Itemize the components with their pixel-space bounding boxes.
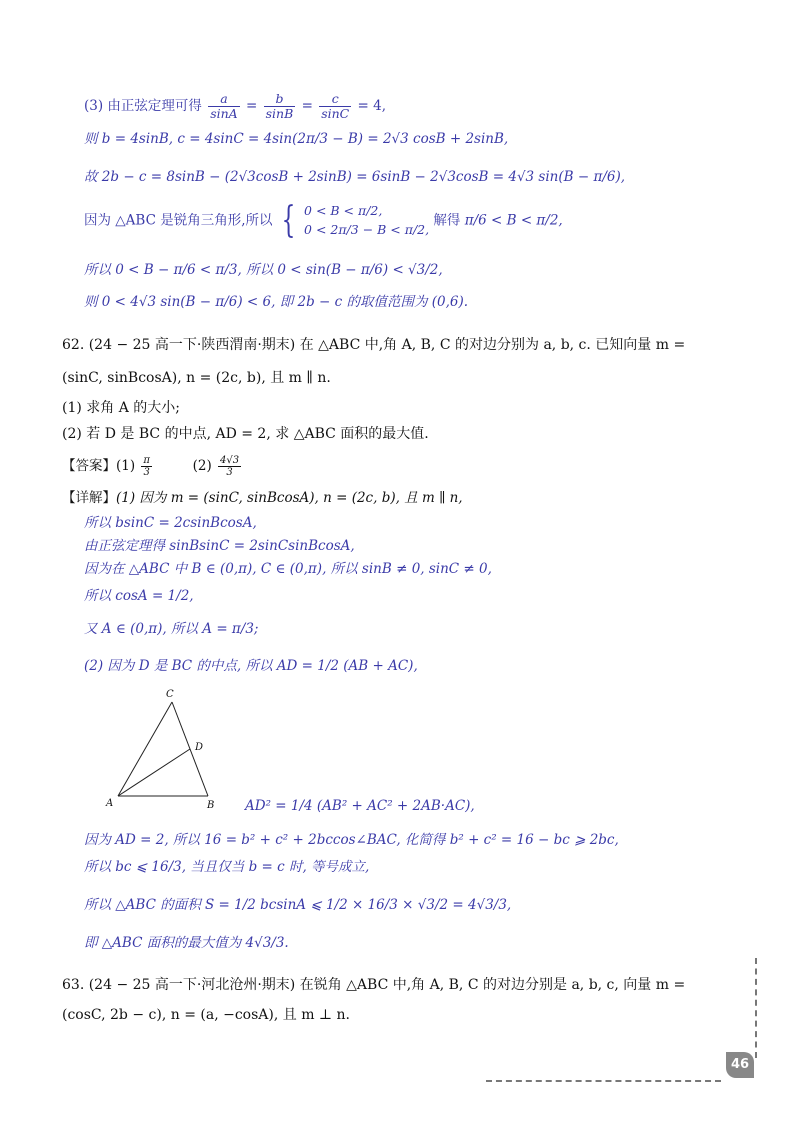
page-border-vertical: [755, 958, 757, 1058]
page-border-horizontal: [486, 1080, 721, 1082]
page-number: 46: [726, 1052, 754, 1078]
q62-detail-line6: 又 A ∈ (0,π), 所以 A = π/3;: [84, 621, 259, 637]
q62-stem-line1: 62. (24 − 25 高一下·陕西渭南·期末) 在 △ABC 中,角 A, B, C 的对边分别为 a, b, c. 已知向量 m =: [62, 337, 686, 353]
side-ac: [118, 702, 172, 796]
part3-line1: (3) 由正弦定理可得 $\frac{a}{\sin A}$ = $\frac{b}{\sin B}$ = $\frac{c}{\sin C}$ = 4,: [84, 91, 386, 121]
triangle-figure: [100, 686, 230, 812]
q63-stem-line2: (cosC, 2b − c), n = (a, −cosA), 且 m ⊥ n.: [62, 1007, 351, 1023]
q62-detail-line5: 所以 cosA = 1/2,: [84, 588, 194, 604]
vertex-label-b: B: [207, 800, 215, 811]
vertex-label-c: C: [166, 689, 174, 700]
q62-detail-line7: (2) 因为 D 是 BC 的中点, 所以 AD = 1/2 (AB + AC),: [84, 658, 418, 674]
q62-detail-line12: 即 △ABC 面积的最大值为 4√3/3.: [84, 935, 289, 951]
q62-sub1: (1) 求角 A 的大小;: [62, 400, 181, 416]
q62-detail-line11: 所以 △ABC 的面积 S = 1/2 bcsinA ⩽ 1/2 × 16/3 × √3/2 = 4√3/3,: [84, 897, 512, 913]
part3-line3: 故 2b − c = 8sinB − (2√3cosB + 2sinB) = 6sinB − 2√3cosB = 4√3 sin(B − π/6),: [84, 169, 626, 185]
vertex-label-a: A: [106, 798, 114, 809]
q62-stem-line2: (sinC, sinBcosA), n = (2c, b), 且 m ∥ n.: [62, 370, 331, 386]
vertex-label-d: D: [195, 742, 204, 753]
q62-detail-line3: 由正弦定理得 sinBsinC = 2sinCsinBcosA,: [84, 538, 355, 554]
part3-line6: 则 0 < 4√3 sin(B − π/6) < 6, 即 2b − c 的取值范围为 (0,6).: [84, 294, 469, 310]
q62-answer: 【答案】(1) $\frac{\pi}{3}$ (2) $\frac{4√3}{3}$: [62, 455, 240, 478]
part3-line5: 所以 0 < B − π/6 < π/3, 所以 0 < sin(B − π/6) < √3/2,: [84, 262, 443, 278]
q62-detail-line4: 因为在 △ABC 中 B ∈ (0,π), C ∈ (0,π), 所以 sinB ≠ 0, sinC ≠ 0,: [84, 561, 492, 577]
part3-line2: 则 b = 4sinB, c = 4sinC = 4sin(2π/3 − B) = 2√3 cosB + 2sinB,: [84, 131, 509, 147]
part3-line4: 因为 △ABC 是锐角三角形,所以 { 0 < B < π/2, 0 < 2π/3 − B < π/2, 解得 π/6 < B < π/2,: [84, 199, 563, 241]
q62-detail-line9: 因为 AD = 2, 所以 16 = b² + c² + 2bccos∠BAC, 化简得 b² + c² = 16 − bc ⩾ 2bc,: [84, 832, 619, 848]
q62-sub2: (2) 若 D 是 BC 的中点, AD = 2, 求 △ABC 面积的最大值.: [62, 426, 429, 442]
q62-detail-line2: 所以 bsinC = 2csinBcosA,: [84, 515, 257, 531]
q63-stem-line1: 63. (24 − 25 高一下·河北沧州·期末) 在锐角 △ABC 中,角 A, B, C 的对边分别是 a, b, c, 向量 m =: [62, 977, 686, 993]
q62-detail-line8: AD² = 1/4 (AB² + AC² + 2AB·AC),: [245, 798, 475, 814]
median-ad: [118, 749, 190, 796]
q62-detail-line10: 所以 bc ⩽ 16/3, 当且仅当 b = c 时, 等号成立,: [84, 859, 370, 875]
q62-detail-line1: 【详解】(1) 因为 m = (sinC, sinBcosA), n = (2c, b), 且 m ∥ n,: [62, 490, 463, 506]
